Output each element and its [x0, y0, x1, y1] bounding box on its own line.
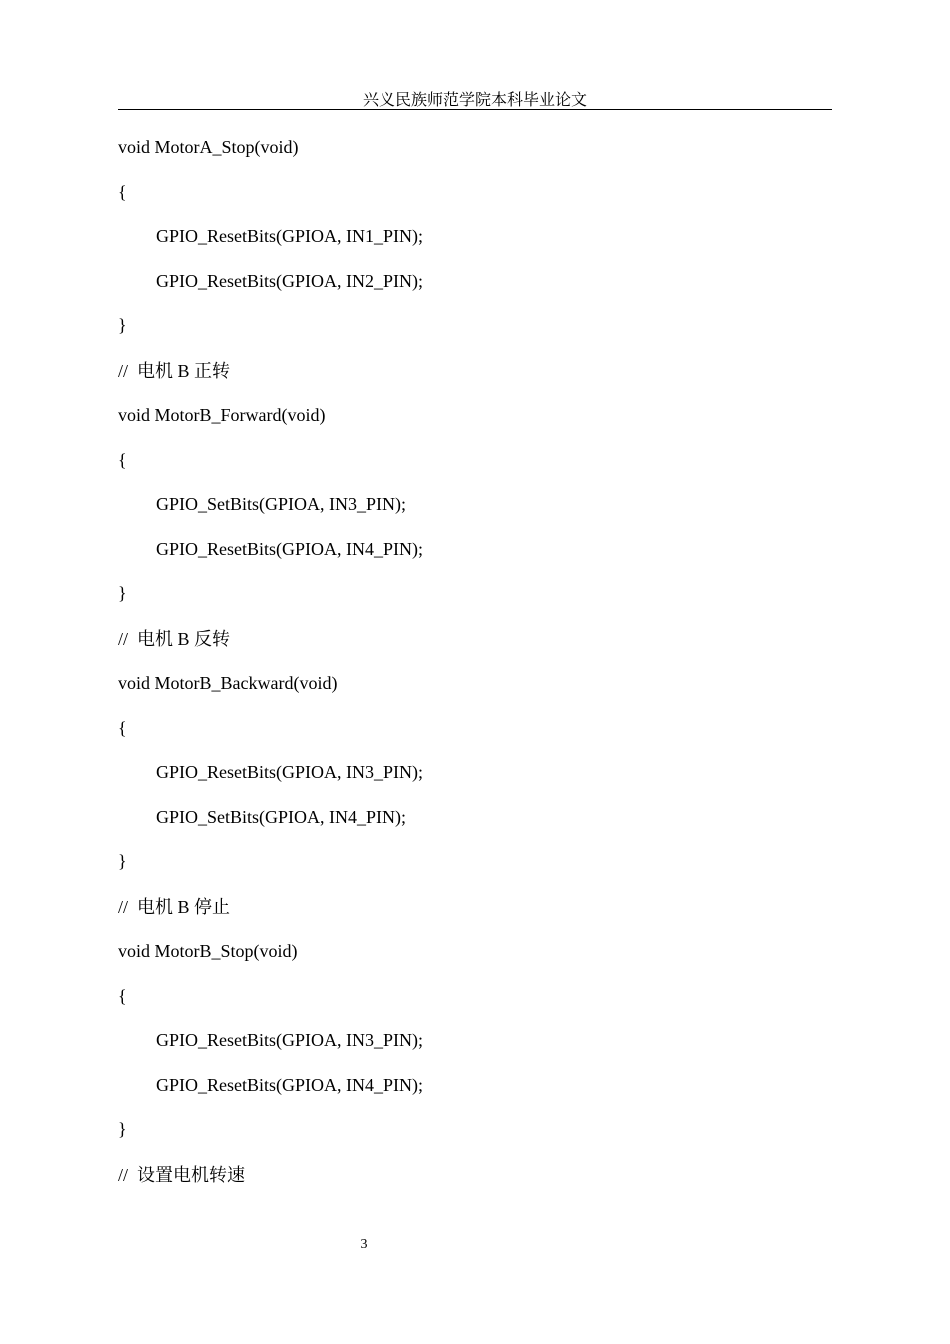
code-line: { — [118, 450, 127, 470]
code-comment: // 电机 B 反转 — [118, 629, 231, 649]
code-line: void MotorA_Stop(void) — [118, 137, 299, 157]
code-line: } — [118, 315, 127, 335]
code-comment: // 设置电机转速 — [118, 1165, 246, 1185]
code-comment: // 电机 B 停止 — [118, 897, 231, 917]
code-line: GPIO_SetBits(GPIOA, IN4_PIN); — [156, 807, 407, 827]
header-title: 兴义民族师范学院本科毕业论文 — [362, 90, 587, 109]
code-line: } — [118, 851, 127, 871]
code-line: GPIO_ResetBits(GPIOA, IN4_PIN); — [156, 1075, 423, 1095]
code-line: void MotorB_Stop(void) — [118, 941, 298, 961]
code-line: GPIO_ResetBits(GPIOA, IN4_PIN); — [156, 539, 423, 559]
code-line: GPIO_ResetBits(GPIOA, IN3_PIN); — [156, 1030, 423, 1050]
code-comment: // 电机 B 正转 — [118, 361, 231, 381]
page-number: 3 — [360, 1237, 368, 1252]
code-line: GPIO_ResetBits(GPIOA, IN2_PIN); — [156, 271, 423, 291]
code-line: { — [118, 718, 127, 738]
code-line: GPIO_ResetBits(GPIOA, IN3_PIN); — [156, 762, 423, 782]
code-line: GPIO_SetBits(GPIOA, IN3_PIN); — [156, 494, 407, 514]
code-line: { — [118, 182, 127, 202]
code-line: } — [118, 583, 127, 603]
code-line: void MotorB_Backward(void) — [118, 673, 338, 693]
header-rule — [118, 109, 832, 110]
code-line: void MotorB_Forward(void) — [118, 405, 326, 425]
code-line: GPIO_ResetBits(GPIOA, IN1_PIN); — [156, 226, 423, 246]
code-line: { — [118, 986, 127, 1006]
code-line: } — [118, 1119, 127, 1139]
